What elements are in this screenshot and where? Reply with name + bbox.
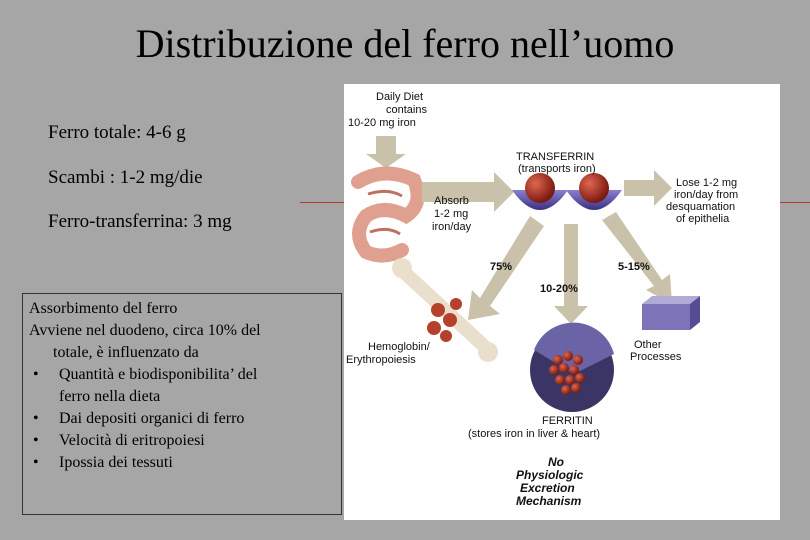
hemoglobin-label: Hemoglobin/ xyxy=(368,341,430,353)
fact-total-iron: Ferro totale: 4-6 g xyxy=(48,122,186,143)
iron-cycle-diagram xyxy=(344,84,780,520)
list-item-continuation: ferro nella dieta xyxy=(59,388,161,405)
iron-cycle-figure xyxy=(344,84,780,520)
pct-other-label: 5-15% xyxy=(618,261,650,273)
lose-label: iron/day from xyxy=(674,189,739,201)
absorb-label: Absorb xyxy=(434,195,469,207)
excretion-label: Mechanism xyxy=(516,494,582,508)
absorption-heading: Assorbimento del ferro xyxy=(29,300,178,317)
transferrin-label: (transports iron) xyxy=(518,163,596,175)
list-item: • Dai depositi organici di ferro xyxy=(29,408,335,430)
bullet-icon: • xyxy=(33,432,39,449)
list-item: • Velocità di eritropoiesi xyxy=(29,430,335,452)
slide-title: Distribuzione del ferro nell’uomo xyxy=(135,21,675,66)
transferrin-icon xyxy=(512,173,622,210)
bullet-icon: • xyxy=(33,410,39,427)
other-processes-icon xyxy=(642,296,700,330)
excretion-label: Physiologic xyxy=(516,468,584,482)
fact-exchange: Scambi : 1-2 mg/die xyxy=(48,167,203,188)
hemoglobin-label: Erythropoiesis xyxy=(346,354,416,366)
pct-ferritin-label: 10-20% xyxy=(540,283,578,295)
absorption-intro-continued: totale, è influenzato da xyxy=(53,344,199,361)
absorption-factor-list xyxy=(29,364,335,474)
excretion-label: No xyxy=(548,455,564,469)
other-processes-label: Other xyxy=(634,339,662,351)
bullet-icon: • xyxy=(33,366,39,383)
diet-arrow xyxy=(366,136,406,168)
daily-diet-label: Daily Diet xyxy=(376,91,424,103)
transferrin-label: TRANSFERRIN xyxy=(516,151,595,163)
lose-label: desquamation xyxy=(666,201,736,213)
bullet-icon: • xyxy=(33,454,39,471)
ferritin-label: FERRITIN xyxy=(542,415,593,427)
absorption-textbox xyxy=(22,293,342,515)
excretion-label: Excretion xyxy=(520,481,575,495)
ferritin-icon xyxy=(530,323,614,412)
absorb-label: iron/day xyxy=(432,221,472,233)
list-item: • Ipossia dei tessuti xyxy=(29,452,335,474)
daily-diet-label: 10-20 mg iron xyxy=(348,117,416,129)
daily-diet-label: contains xyxy=(386,104,427,116)
lose-arrow xyxy=(624,170,672,206)
absorption-intro-line: Avviene nel duodeno, circa 10% del xyxy=(29,322,261,339)
fact-transferrin-iron: Ferro-transferrina: 3 mg xyxy=(48,211,232,232)
ferritin-label: (stores iron in liver & heart) xyxy=(468,428,601,440)
lose-label: of epithelia xyxy=(676,213,730,225)
lose-label: Lose 1-2 mg xyxy=(676,177,738,189)
ferritin-arrow xyxy=(554,224,588,324)
other-arrow xyxy=(602,212,672,304)
intestine-icon xyxy=(358,173,418,255)
list-item: • Quantità e biodisponibilita’ del xyxy=(29,364,335,386)
absorb-label: 1-2 mg xyxy=(434,208,469,220)
pct-hemoglobin-label: 75% xyxy=(490,261,513,273)
other-processes-label: Processes xyxy=(630,351,682,363)
